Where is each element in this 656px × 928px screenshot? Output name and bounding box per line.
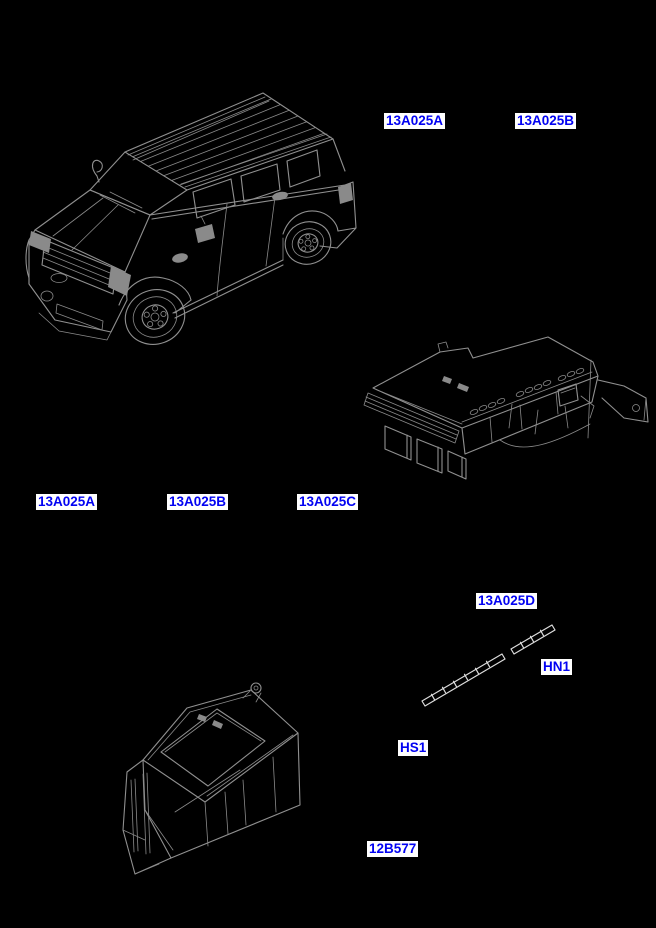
lid-glyph-2 bbox=[457, 383, 469, 392]
part-label-13A025C-mid[interactable]: 13A025C bbox=[299, 494, 357, 509]
lid-vents bbox=[469, 367, 584, 415]
fuse-box-side-ridges bbox=[364, 393, 459, 443]
vehicle-front-end bbox=[26, 230, 131, 340]
part-label-HS1[interactable]: HS1 bbox=[400, 740, 427, 755]
screw-shaft bbox=[422, 654, 505, 706]
part-label-13A025A-mid[interactable]: 13A025A bbox=[38, 494, 96, 509]
fuse-box-illustration bbox=[362, 332, 652, 482]
lid-glyph-1 bbox=[442, 376, 452, 384]
part-label-13A025D[interactable]: 13A025D bbox=[478, 593, 536, 608]
lid-glyph-1 bbox=[197, 714, 207, 722]
screw-illustration bbox=[415, 620, 560, 710]
lid-glyph-2 bbox=[212, 720, 223, 729]
fender-vent bbox=[171, 252, 189, 264]
vehicle-figure bbox=[15, 88, 360, 346]
rear-wheel-arch bbox=[283, 211, 338, 234]
part-label-13A025B-mid[interactable]: 13A025B bbox=[169, 494, 227, 509]
vehicle-rear-end bbox=[320, 139, 356, 248]
vehicle-illustration bbox=[15, 88, 360, 346]
headlamp-far bbox=[29, 231, 51, 253]
junction-box-bracket bbox=[123, 760, 171, 874]
junction-box-body bbox=[143, 733, 300, 858]
junction-box-bolt-tab bbox=[243, 683, 261, 702]
part-label-12B577[interactable]: 12B577 bbox=[369, 841, 417, 856]
grille-badge bbox=[51, 274, 67, 283]
front-wheel bbox=[118, 281, 193, 346]
screw-figure bbox=[415, 620, 560, 710]
fog-lamp bbox=[41, 291, 53, 301]
headlamp-near bbox=[108, 266, 131, 296]
part-label-13A025A-top[interactable]: 13A025A bbox=[386, 113, 444, 128]
vehicle-roof bbox=[125, 93, 333, 190]
junction-box-figure bbox=[115, 662, 315, 880]
junction-box-illustration bbox=[115, 662, 315, 880]
screw-tip bbox=[511, 625, 555, 654]
fuse-box-figure bbox=[362, 332, 652, 482]
vehicle-side-body bbox=[150, 150, 345, 318]
part-label-HN1[interactable]: HN1 bbox=[543, 659, 571, 674]
vehicle-windshield bbox=[90, 152, 187, 215]
fuse-box-bracket bbox=[500, 360, 648, 447]
door-mirror bbox=[195, 224, 215, 243]
part-label-13A025B-top[interactable]: 13A025B bbox=[517, 113, 575, 128]
